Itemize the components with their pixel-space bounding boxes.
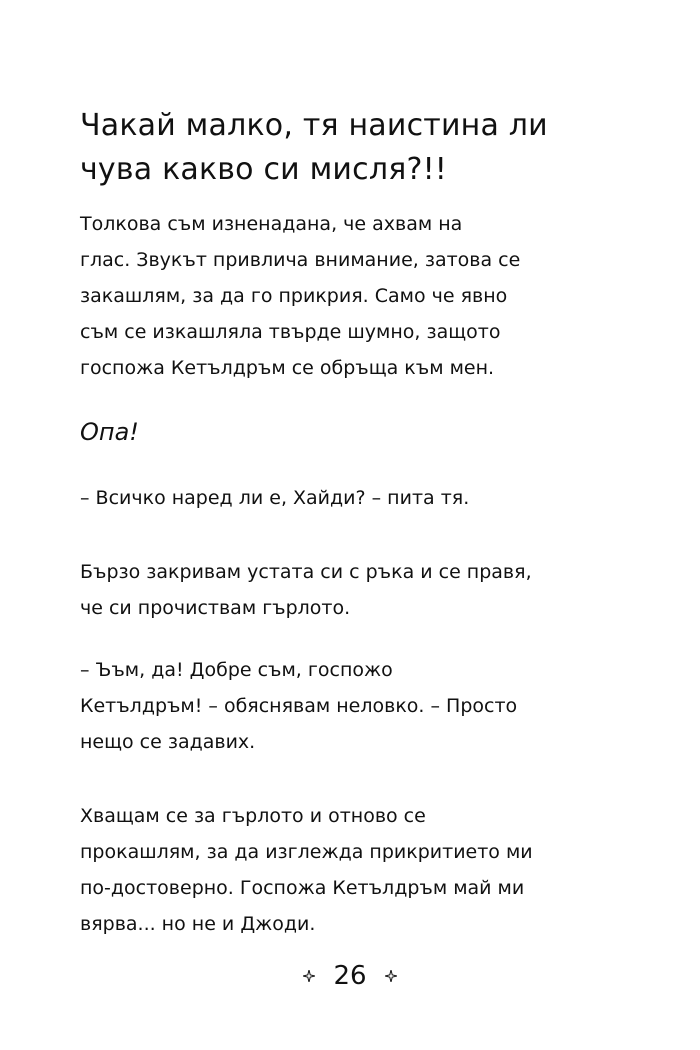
heading-line: Чакай малко, тя наистина ли [80,108,548,144]
text-line: глас. Звукът привлича внимание, затова се [80,249,521,271]
text-line: прокашлям, за да изглежда прикритието ми [80,841,533,863]
text-line: Бързо закривам устата си с ръка и се правя, [80,561,532,583]
four-point-star-icon [385,970,397,982]
text-line: нещо се задавих. [80,731,256,753]
exclamation: Опа! [80,418,139,446]
heading-line: чува какво си мисля?!! [80,152,448,188]
chapter-heading [80,104,640,192]
four-point-star-icon [303,970,315,982]
text-line: вярва... но не и Джоди. [80,913,316,935]
page-footer [0,958,700,994]
text-line: госпожа Кетълдръм се обръща към мен. [80,357,495,379]
text-line: по-достоверно. Госпожа Кетълдръм май ми [80,877,525,899]
paragraph [80,206,640,386]
paragraph [80,652,640,760]
paragraph [80,480,640,516]
text-line: – Ъъм, да! Добре съм, госпожо [80,659,393,681]
text-line: Хващам се за гърлото и отново се [80,805,426,827]
text-line: – Всичко наред ли е, Хайди? – пита тя. [80,487,470,509]
text-line: съм се изкашляла твърде шумно, защото [80,321,501,343]
text-line: Толкова съм изненадана, че ахвам на [80,213,463,235]
text-line: Кетълдръм! – обяснявам неловко. – Просто [80,695,518,717]
paragraph [80,554,640,626]
paragraph [80,798,640,942]
page-number: 26 [333,961,367,991]
text-line: закашлям, за да го прикрия. Само че явно [80,285,508,307]
text-line: че си прочиствам гърлото. [80,597,351,619]
